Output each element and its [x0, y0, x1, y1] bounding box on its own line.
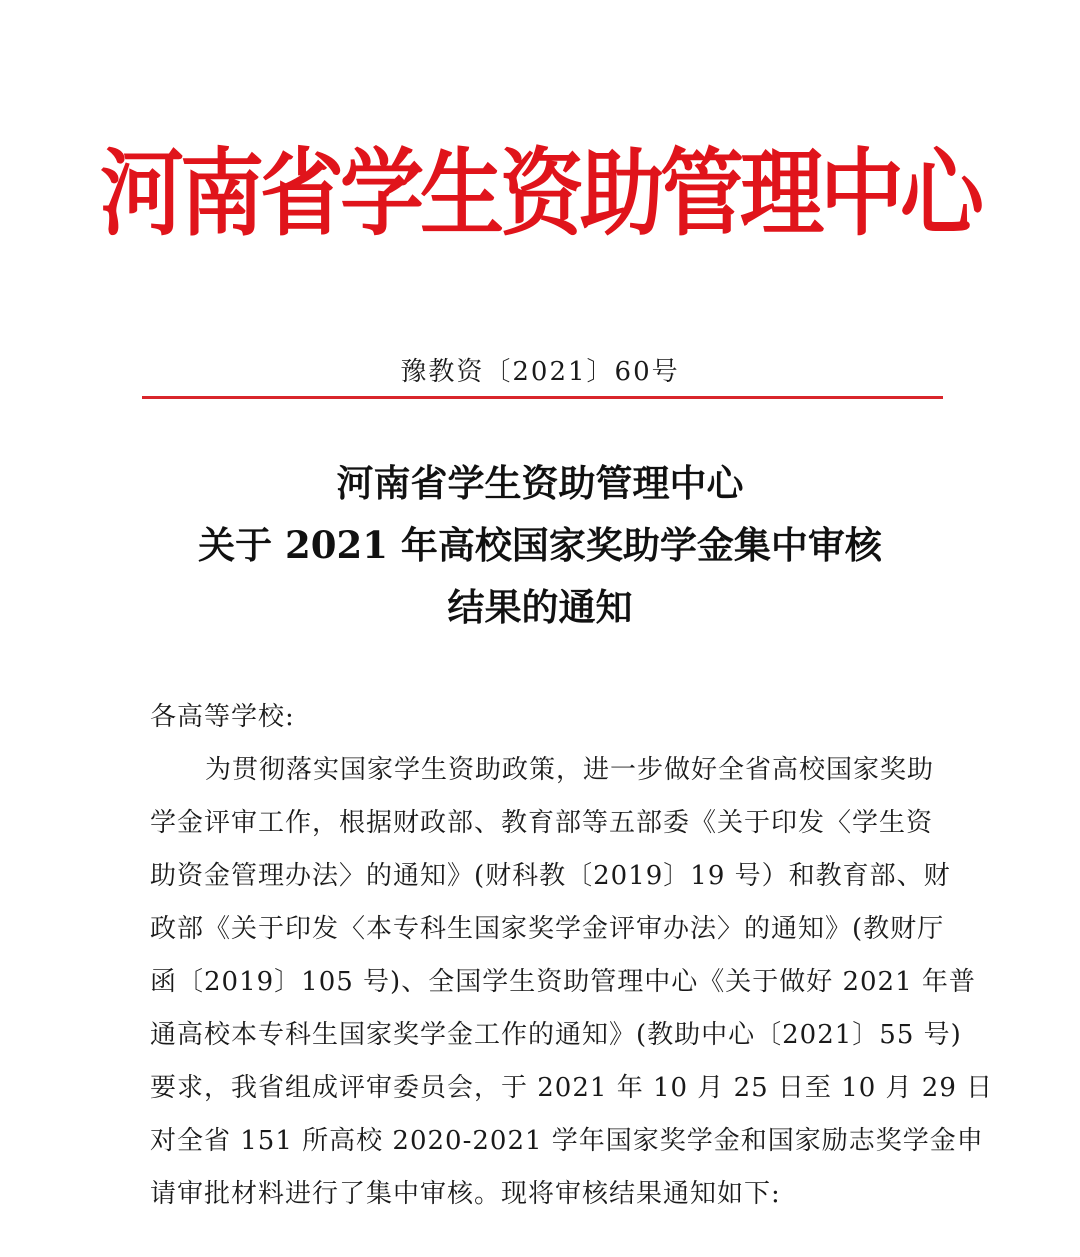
- body-paragraph: [150, 744, 994, 1221]
- title-line-3: 结果的通知: [447, 585, 633, 629]
- body-line: 函〔2019〕105 号)、全国学生资助管理中心《关于做好 2021 年普: [150, 967, 976, 997]
- body-line: 对全省 151 所高校 2020-2021 学年国家奖学金和国家励志奖学金申: [150, 1126, 984, 1156]
- header-divider: [142, 396, 943, 399]
- body-line: 学金评审工作，根据财政部、教育部等五部委《关于印发〈学生资: [150, 808, 934, 838]
- document-number: 豫教资〔2021〕60号: [400, 357, 680, 387]
- title-line-2: 关于 2021 年高校国家奖助学金集中审核: [198, 523, 882, 567]
- addressee: 各高等学校:: [150, 702, 295, 732]
- title-line-1: 河南省学生资助管理中心: [336, 461, 744, 505]
- body-line: 助资金管理办法〉的通知》(财科教〔2019〕19 号）和教育部、财: [150, 861, 951, 891]
- body-line: 为贯彻落实国家学生资助政策，进一步做好全省高校国家奖助: [205, 755, 935, 785]
- organization-header: 河南省学生资助管理中心: [99, 137, 980, 249]
- body-line: 政部《关于印发〈本专科生国家奖学金评审办法〉的通知》(教财厅: [150, 914, 945, 944]
- body-line: 要求，我省组成评审委员会，于 2021 年 10 月 25 日至 10 月 29 日: [150, 1073, 994, 1103]
- body-line: 请审批材料进行了集中审核。现将审核结果通知如下:: [150, 1179, 781, 1209]
- body-line: 通高校本专科生国家奖学金工作的通知》(教助中心〔2021〕55 号): [150, 1020, 962, 1050]
- document-title: [0, 452, 1080, 638]
